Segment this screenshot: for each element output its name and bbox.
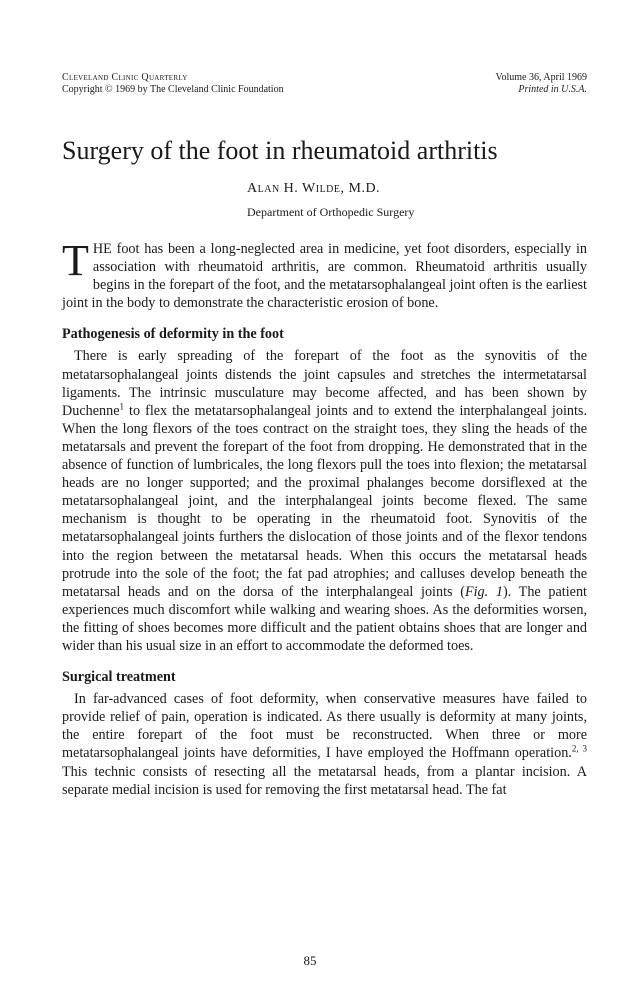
paragraph-pathogenesis [62,347,587,655]
section-heading-surgical-treatment: Surgical treatment [62,669,176,686]
paragraph-text: In far-advanced cases of foot deformity, when conservative measures have failed to provide relief of pain, operation is indicated. As there usually is deformity at many joints, the entire forepart of the foot must be reconstructed. When three or more metatarsophalangeal joints have deformities, I have employed the Hoffmann operation. [62,691,587,762]
author-name: Alan H. Wilde, M.D. [247,181,381,196]
intro-paragraph [62,236,587,312]
printed-line: Printed in U.S.A. [518,84,587,95]
paragraph-text: ). The patient experiences much discomfort while walking and wearing shoes. As the deformities worsen, the fitting of shoes becomes more difficult and the patient obtains shoes that are longer and wider than his usual size in an effort to accommodate the deformed toes. [62,583,587,654]
paragraph-text: to flex the metatarsophalangeal joints and to extend the interphalangeal joints. When the long flexors of the toes contract on the straight toes, they sling the heads of the metatarsals and prevent the forepart of the foot from dropping. He demonstrated that in the absence of function of lumbricales, the long flexors pull the toes into flexion; the metatarsal heads are no longer supported; and the proximal phalanges become dorsiflexed at the metatarsophalangeal joint, and the interphalangeal joints become flexed. The same mechanism is thought to be operating in the rheumatoid foot. Synovitis of the metatarsophalangeal joints furthers the dislocation of those joints and of the flexor tendons into the region between the metatarsal heads. When this occurs the metatarsal heads protrude into the sole of the foot; the fat pad atrophies; and calluses develop beneath the metatarsal heads and on the dorsa of the interphalangeal joints ( [62,402,587,600]
page-number: 85 [303,953,317,968]
intro-text: HE foot has been a long-neglected area in medicine, yet foot disorders, especially in association with rheumatoid arthritis, are common. Rheumatoid arthritis usually begins in the forepart of the foot, and the metatarsophalangeal joint often is the earliest joint in the body to demonstrate the characteristic erosion of bone. [62,241,587,312]
journal-name: Cleveland Clinic Quarterly [62,72,188,83]
paragraph-surgical-treatment [62,690,587,799]
header-right [496,72,587,96]
reference-superscript: 2, 3 [571,743,587,754]
copyright-line: Copyright © 1969 by The Cleveland Clinic Foundation [62,84,284,95]
paragraph-text: There is early spreading of the forepart of the foot as the synovitis of the metatarsophalangeal joints distends the joint capsules and stretches the intermetatarsal ligaments. The intrinsic musculature may become affected, and has been shown by Duchenne [62,348,587,419]
article-body [62,236,587,799]
volume-line: Volume 36, April 1969 [495,72,587,83]
header-left [62,72,284,96]
drop-cap: T [62,236,89,285]
section-heading-pathogenesis: Pathogenesis of deformity in the foot [62,326,284,343]
reference-superscript: 1 [119,401,125,412]
article-title: Surgery of the foot in rheumatoid arthritis [62,136,498,165]
paragraph-text: This technic consists of resecting all the metatarsal heads, from a plantar incision. A separate medial incision is used for removing the first metatarsal head. The fat [62,763,587,798]
figure-reference: Fig. 1 [464,583,503,600]
author-department: Department of Orthopedic Surgery [247,205,415,219]
